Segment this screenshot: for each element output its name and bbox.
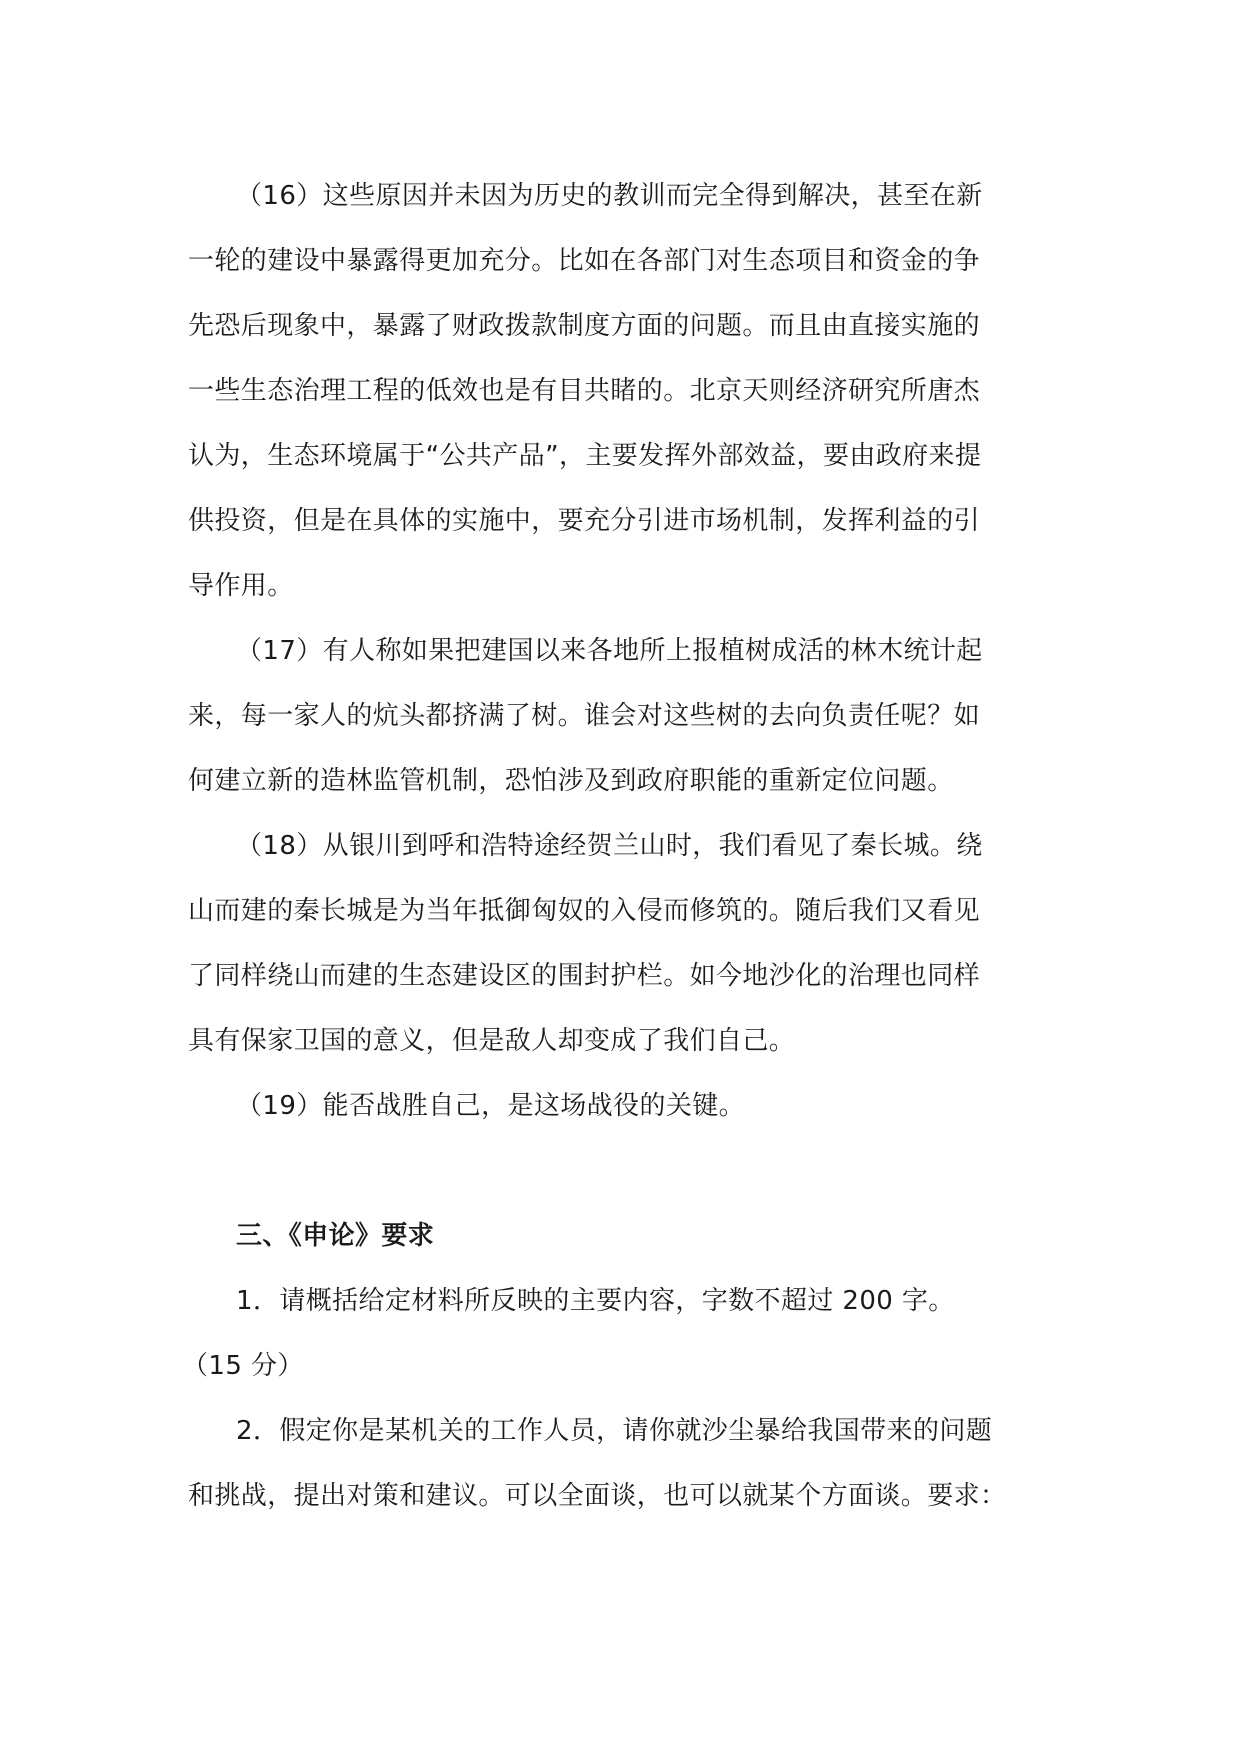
- paragraph-line: （17）有人称如果把建国以来各地所上报植树成活的林木统计起: [236, 636, 983, 666]
- paragraph-line: （16）这些原因并未因为历史的教训而完全得到解决，甚至在新: [236, 181, 983, 211]
- paragraph-line: （18）从银川到呼和浩特途经贺兰山时，我们看见了秦长城。绕: [236, 831, 983, 861]
- requirement-item-2: [188, 1399, 1048, 1529]
- section-spacer: [188, 1139, 1048, 1204]
- paragraph-line: （15 分）: [182, 1351, 304, 1381]
- document-body: [182, 164, 1048, 1529]
- paragraph-line: 一些生态治理工程的低效也是有目共睹的。北京天则经济研究所唐杰: [188, 376, 981, 406]
- paragraph-line: 1．请概括给定材料所反映的主要内容，字数不超过 200 字。: [236, 1286, 955, 1316]
- paragraph-line: 导作用。: [188, 571, 294, 601]
- paragraph-line: 先恐后现象中，暴露了财政拨款制度方面的问题。而且由直接实施的: [188, 311, 981, 341]
- paragraph-19: [188, 1074, 1048, 1139]
- section-heading: 三、《申论》要求: [236, 1221, 435, 1251]
- paragraph-line: 一轮的建设中暴露得更加充分。比如在各部门对生态项目和资金的争: [188, 246, 981, 276]
- paragraph-line: 2．假定你是某机关的工作人员，请你就沙尘暴给我国带来的问题: [236, 1416, 993, 1446]
- paragraph-17: [188, 619, 1048, 814]
- requirements-section: [182, 1204, 1048, 1529]
- paragraph-line: 认为，生态环境属于“公共产品”，主要发挥外部效益，要由政府来提: [188, 441, 982, 471]
- paragraph-line: 山而建的秦长城是为当年抵御匈奴的入侵而修筑的。随后我们又看见: [188, 896, 981, 926]
- paragraph-18: [188, 814, 1048, 1074]
- paragraph-16: [188, 164, 1048, 619]
- paragraph-line: 供投资，但是在具体的实施中，要充分引进市场机制，发挥利益的引: [188, 506, 981, 536]
- paragraph-line: 具有保家卫国的意义，但是敌人却变成了我们自己。: [188, 1026, 796, 1056]
- paragraph-line: 了同样绕山而建的生态建设区的围封护栏。如今地沙化的治理也同样: [188, 961, 981, 991]
- paragraph-line: 和挑战，提出对策和建议。可以全面谈，也可以就某个方面谈。要求：: [188, 1481, 1007, 1511]
- paragraph-line: （19）能否战胜自己，是这场战役的关键。: [236, 1091, 746, 1121]
- requirement-item-1: [182, 1269, 1048, 1399]
- paragraph-line: 何建立新的造林监管机制，恐怕涉及到政府职能的重新定位问题。: [188, 766, 954, 796]
- paragraph-line: 来，每一家人的炕头都挤满了树。谁会对这些树的去向负责任呢？如: [188, 701, 981, 731]
